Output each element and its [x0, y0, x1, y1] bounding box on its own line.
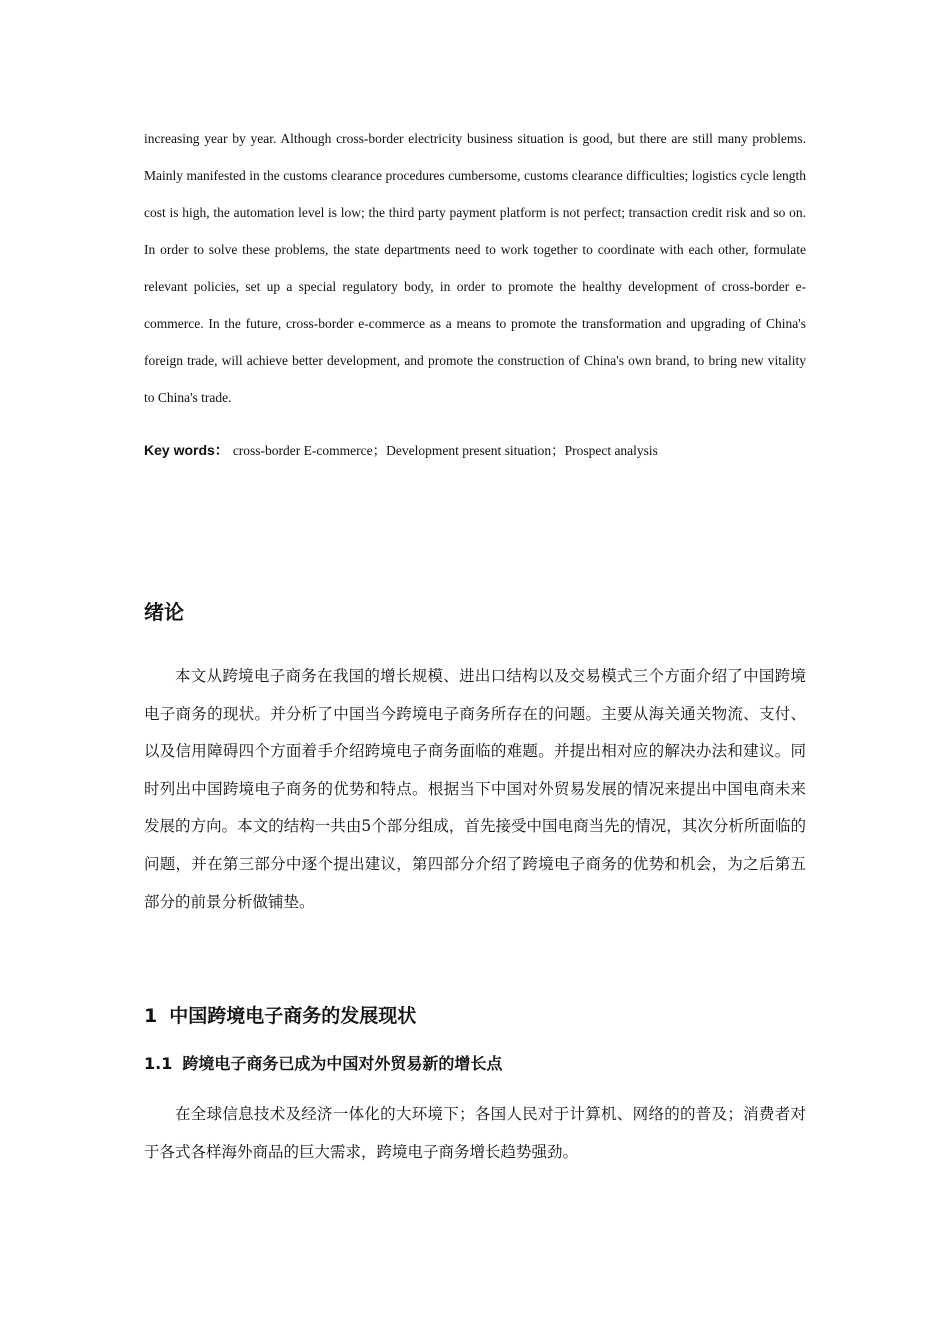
keywords-label: Key words：	[144, 442, 229, 458]
section-1-1-paragraph: 在全球信息技术及经济一体化的大环境下；各国人民对于计算机、网络的的普及；消费者对于各式各样海外商品的巨大需求，跨境电子商务增长趋势强劲。	[144, 1105, 806, 1161]
keywords-text: cross-border E-commerce；Development present situation；Prospect analysis	[232, 443, 658, 458]
english-abstract-paragraph: increasing year by year. Although cross-border electricity business situation is good, but there are still many problems. Mainly manifested in the customs clearance procedures cumbersome, customs clearance difficulties; logistics cycle length cost is high, the automation level is low; the third party payment platform is not perfect; transaction credit risk and so on. In order to solve these problems, the state departments need to work together to coordinate with each other, formulate relevant policies, set up a special regulatory body, in order to promote the healthy development of cross-border e-commerce. In the future, cross-border e-commerce as a means to promote the transformation and upgrading of China's foreign trade, will achieve better development, and promote the construction of China's own brand, to bring new vitality to China's trade.	[144, 131, 806, 405]
section-1-1-title: 跨境电子商务已成为中国对外贸易新的增长点	[182, 1054, 503, 1073]
section-1-title: 中国跨境电子商务的发展现状	[169, 1005, 417, 1027]
keywords-line	[144, 438, 806, 463]
section-1-number: 1	[144, 1005, 158, 1027]
intro-paragraph: 本文从跨境电子商务在我国的增长规模、进出口结构以及交易模式三个方面介绍了中国跨境电子商务的现状。并分析了中国当今跨境电子商务所存在的问题。主要从海关通关物流、支付、以及信用障碍四个方面着手介绍跨境电子商务面临的难题。并提出相对应的解决办法和建议。同时列出中国跨境电子商务的优势和特点。根据当下中国对外贸易发展的情况来提出中国电商未来发展的方向。本文的结构一共由5个部分组成，首先接受中国电商当先的情况，其次分析所面临的问题，并在第三部分中逐个提出建议，第四部分介绍了跨境电子商务的优势和机会，为之后第五部分的前景分析做铺垫。	[144, 667, 806, 911]
intro-heading: 绪论	[144, 600, 184, 624]
section-1-1-number: 1.1	[144, 1054, 173, 1073]
section-1-1-heading	[144, 1050, 502, 1078]
section-1-heading	[144, 1000, 416, 1032]
